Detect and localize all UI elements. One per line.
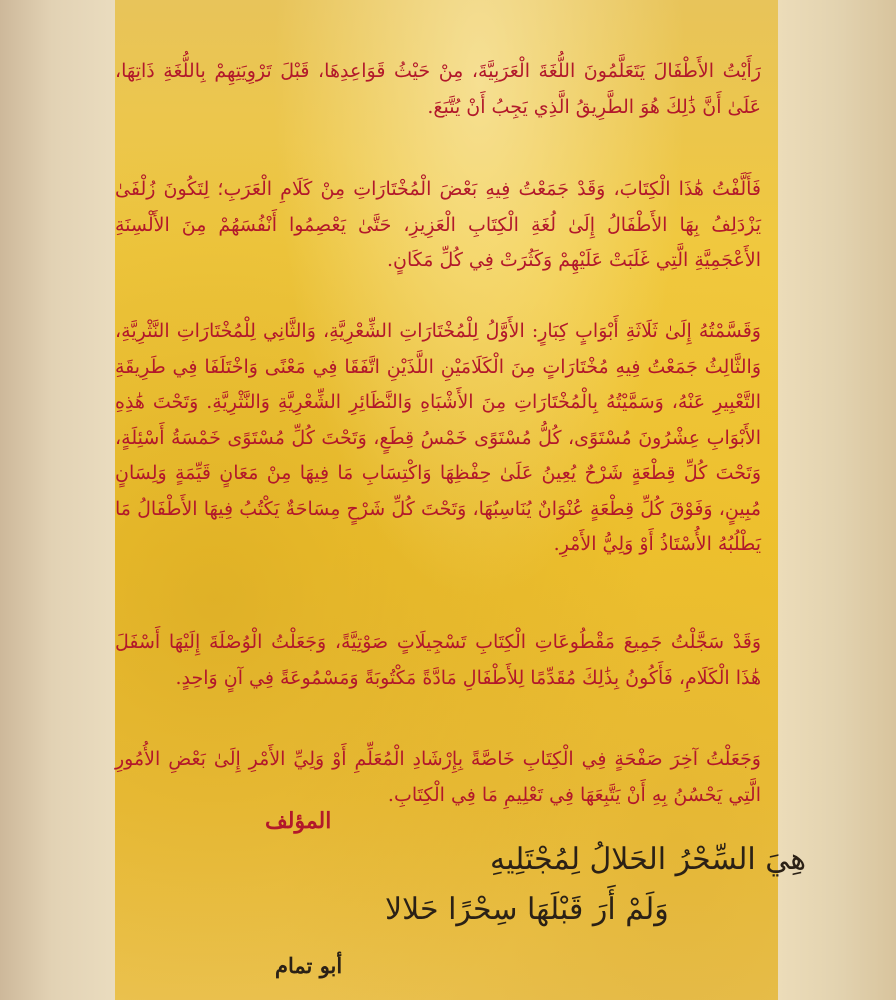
poet-name: أبو تمام <box>275 953 343 978</box>
preface-paragraph-1: رَأَيْتُ الأَطْفَالَ يَتَعَلَّمُونَ اللُّغَةَ الْعَرَبِيَّةَ، مِنْ حَيْثُ قَوَاعِدِهَا، قَبْلَ تَرْوِيَتِهِمْ بِاللُّغَةِ ذَاتِهَا، عَلَىٰ أَنَّ ذَٰلِكَ هُوَ الطَّرِيقُ الَّذِي يَجِبُ أَنْ يُتَّبَعَ. <box>115 60 761 118</box>
page-left-margin <box>0 0 115 1000</box>
preface-paragraph-3: وَقَسَّمْتُهُ إِلَىٰ ثَلَاثَةِ أَبْوَابٍ كِبَارٍ: الأَوَّلُ لِلْمُخْتَارَاتِ الشِّعْرِيَّةِ، وَالثَّانِي لِلْمُخْتَارَاتِ النَّثْرِيَّةِ، وَالثَّالِثُ جَمَعْتُ فِيهِ مُخْتَارَاتٍ مِنَ الْكَلَامَيْنِ اللَّذَيْنِ اتَّفَقَا فِي مَعْنًى وَاخْتَلَفَا فِي طَرِيقَةِ التَّعْبِيرِ عَنْهُ، وَسَمَّيْتُهُ بِالْمُخْتَارَاتِ مِنَ الأَشْبَاهِ وَالنَّظَائِرِ الشِّعْرِيَّةِ وَالنَّثْرِيَّةِ. وَتَحْتَ هَٰذِهِ الأَبْوَابِ عِشْرُونَ مُسْتَوًى، كُلُّ مُسْتَوًى خَمْسُ قِطَعٍ، وَتَحْتَ كُلِّ مُسْتَوًى خَمْسَةُ أَسْئِلَةٍ، وَتَحْتَ كُلِّ قِطْعَةٍ شَرْحٌ يُعِينُ عَلَىٰ حِفْظِهَا وَاكْتِسَابِ مَا فِيهَا مِنْ مَعَانٍ قَيِّمَةٍ وَلِسَانٍ مُبِينٍ، وَفَوْقَ كُلِّ قِطْعَةٍ عُنْوَانٌ يُنَاسِبُهَا، وَتَحْتَ كُلِّ شَرْحٍ مِسَاحَةٌ يَكْتُبُ فِيهَا الأَطْفَالُ مَا يَطْلُبُهُ الأُسْتَاذُ أَوْ وَلِيُّ الأَمْرِ. <box>115 320 761 555</box>
preface-paragraph-2: فَأَلَّفْتُ هَٰذَا الْكِتَابَ، وَقَدْ جَمَعْتُ فِيهِ بَعْضَ الْمُخْتَارَاتِ مِنْ كَلَامِ الْعَرَبِ؛ لِتَكُونَ زُلْفَىٰ يَزْدَلِفُ بِهَا الأَطْفَالُ إِلَىٰ لُغَةِ الْكِتَابِ الْعَزِيزِ، حَتَّىٰ يَعْصِمُوا أَنْفُسَهُمْ مِنَ الأَلْسِنَةِ الأَعْجَمِيَّةِ الَّتِي غَلَبَتْ عَلَيْهِمْ وَكَثُرَتْ فِي كُلِّ مَكَانٍ. <box>115 178 761 271</box>
preface-paragraph-4: وَقَدْ سَجَّلْتُ جَمِيعَ مَقْطُوعَاتِ الْكِتَابِ تَسْجِيلَاتٍ صَوْتِيَّةً، وَجَعَلْتُ الْوُصْلَةَ إِلَيْهَا أَسْفَلَ هَٰذَا الْكَلَامِ، فَأَكُونُ بِذَٰلِكَ مُقَدِّمًا لِلأَطْفَالِ مَادَّةً مَكْتُوبَةً وَمَسْمُوعَةً فِي آنٍ وَاحِدٍ. <box>115 631 761 689</box>
preface-panel <box>115 0 807 1000</box>
author-signature: المؤلف <box>265 808 332 834</box>
preface-paragraph-5: وَجَعَلْتُ آخِرَ صَفْحَةٍ فِي الْكِتَابِ خَاصَّةً بِإِرْشَادِ الْمُعَلِّمِ أَوْ وَلِيِّ الأَمْرِ إِلَىٰ بَعْضِ الأُمُورِ الَّتِي يَحْسُنُ بِهِ أَنْ يَتَّبِعَهَا فِي تَعْلِيمِ مَا فِي الْكِتَابِ. <box>115 748 761 806</box>
verse-line-2: وَلَمْ أَرَ قَبْلَهَا سِحْرًا حَلالا <box>385 892 669 927</box>
verse-line-1: هِيَ السِّحْرُ الحَلالُ لِمُجْتَلِيهِ <box>490 842 807 877</box>
